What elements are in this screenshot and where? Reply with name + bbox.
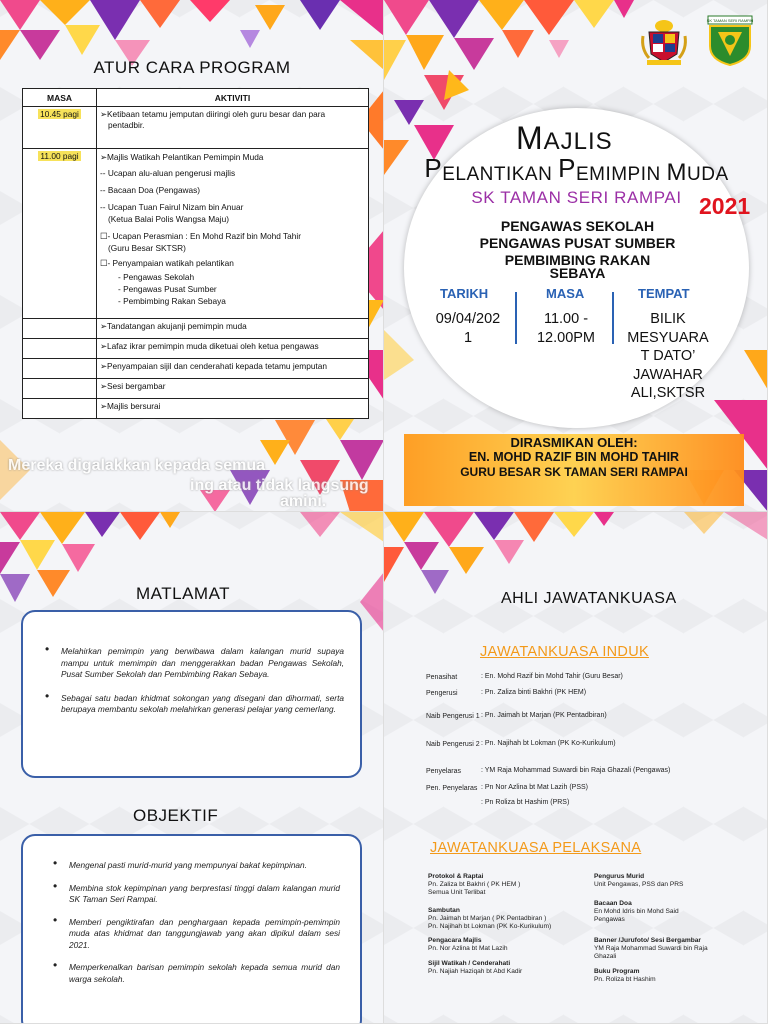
table-row (23, 379, 369, 399)
date-label: TARIKH (440, 286, 489, 301)
induk-title: JAWATANKUASA INDUK (480, 644, 649, 660)
school-shield-logo (704, 14, 756, 66)
activity-line: (Guru Besar SKTSR) (108, 243, 186, 253)
table-row (23, 107, 369, 149)
matlamat-title: MATLAMAT (136, 584, 231, 603)
committee-title: AHLI JAWATANKUASA (501, 590, 677, 607)
activity-line: ➢Ketibaan tetamu jemputan diiringi oleh guru besar dan para (100, 109, 326, 119)
activity-line: - Pengawas Pusat Sumber (118, 284, 217, 294)
divider (515, 292, 517, 344)
program-title: ATUR CARA PROGRAM (93, 58, 291, 77)
objektif-box (21, 834, 362, 1024)
officiated-block (404, 435, 744, 480)
activity-line: ➢Majlis bersurai (100, 401, 161, 411)
activity-line: -- Bacaan Doa (Pengawas) (100, 185, 201, 195)
malaysia-crest-logo (639, 14, 689, 66)
table-row (23, 359, 369, 379)
time-cell: 10.45 pagi (40, 109, 79, 119)
activity-line: -- Ucapan alu-aluan pengerusi majlis (100, 168, 236, 178)
activity-line: -- Ucapan Tuan Fairul Nizam bin Anuar (100, 202, 244, 212)
list-item: • Mengenal pasti murid-murid yang mempunyai bakat kepimpinan. (49, 860, 340, 872)
school-logo-text: SK TAMAN SERI RAMPAI (706, 18, 754, 24)
role-line: SEBAYA (549, 265, 606, 281)
list-item: • Melahirkan pemimpin yang berwibawa dalam kalangan murid supaya mampu untuk memimpin dan menggerakkan badan Pengawas Sekolah, Pusat Sumber Sekolah dan Pembimbing Rakan Sebaya. (41, 646, 344, 681)
list-item: • Membina stok kepimpinan yang berprestasi tinggi dalam kalangan murid SK Taman Seri Rampai. (49, 883, 340, 906)
event-title-majlis: MAJLIS (516, 120, 613, 156)
activity-line: ➢Tandatangan akujanji pemimpin muda (100, 321, 247, 331)
matlamat-box (21, 610, 362, 778)
time-label: MASA (546, 286, 585, 301)
table-row (23, 149, 369, 319)
activity-line: - Pengawas Sekolah (118, 272, 195, 282)
activity-line: ☐- Penyampaian watikah pelantikan (100, 258, 234, 268)
program-table (22, 88, 369, 419)
school-name: SK TAMAN SERI RAMPAI (471, 188, 682, 207)
divider (612, 292, 614, 344)
panel-goals (0, 512, 384, 1024)
committee-block: Protokol & Raptai Pn. Zaliza bt Bakhri ( PK HEM ) Semua Unit Terlibat (428, 873, 521, 896)
activity-line: ➢Majlis Watikah Pelantikan Pemimpin Muda (100, 152, 264, 162)
table-header-row (23, 89, 369, 107)
time-value: 11.00 - 12.00PM (536, 311, 596, 346)
activity-line: pentadbir. (108, 120, 145, 130)
panel-committee: AHLI JAWATANKUASA JAWATANKUASA INDUK Penasihat : En. Mohd Razif bin Mohd Tahir (Guru Besar) Pengerusi : Pn. Zaliza binti Bakhri (PK HEM) Naib Pengerusi 1 : Pn. Jaimah bt Marjan (PK Pentadbiran) Naib Pengerusi 2 : Pn. Najihah bt Lokman (PK Ko-Kurikulum) Penyelaras : YM Raja Mohammad Suwardi bin Raja Ghazali (Pengawas) Pen. Penyelaras : Pn Nor Azlina bt Mat Lazih (PSS) : Pn Roliza bt Hashim (PRS) JAWATANKUASA PELAKSANA Protokol & Raptai Pn. Zaliza bt Bakhri ( PK HEM ) Semua Unit Terlibat Sambutan Pn. Jaimah bt Marjan ( PK Pentadbiran ) Pn. Najihah bt Lokman (PK Ko-Kurikulum) Pengacara Majlis Pn. Nor Azlina bt Mat Lazih Sijil Watikah / Cenderahati Pn. Najiah Haziqah bt Abd Kadir Pengurus Murid Unit Pengawas, PSS dan PRS Bacaan Doa En Mohd Idris bin Mohd Said Pengawas Banner /Jurufoto/ Sesi Bergambar YM Raja Mohammad Suwardi bin Raja Ghazali Buku Program Pn. Roliza bt Hashim (384, 512, 768, 1024)
objektif-title: OBJEKTIF (133, 806, 219, 825)
activity-line: ☐- Ucapan Perasmian : En Mohd Razif bin Mohd Tahir (100, 231, 301, 241)
table-row (23, 319, 369, 339)
table-row (23, 399, 369, 419)
panel-program (0, 0, 384, 512)
activity-line: (Ketua Balai Polis Wangsa Maju) (108, 214, 229, 224)
committee-block: Buku Program Pn. Roliza bt Hashim (594, 968, 656, 983)
activity-line: - Pembimbing Rakan Sebaya (118, 296, 226, 306)
role-line: PENGAWAS PUSAT SUMBER (479, 235, 676, 251)
committee-block: Sambutan Pn. Jaimah bt Marjan ( PK Pentadbiran ) Pn. Najihah bt Lokman (PK Ko-Kurikulum) (428, 907, 552, 930)
list-item: • Sebagai satu badan khidmat sokongan yang disegani dan dihormati, serta berupaya membantu sekolah melahirkan generasi pelajar yang cemerlang. (41, 693, 344, 716)
table-row (23, 339, 369, 359)
role-line: PEMBIMBING RAKAN (504, 252, 651, 268)
activity-line: ➢Penyampaian sijil dan cenderahati kepada tetamu jemputan (100, 361, 327, 371)
event-title-line: PELANTIKAN PEMIMPIN MUDA (424, 153, 729, 186)
header-aktiviti: AKTIVITI (97, 89, 369, 107)
faded-line: ing atau tidak langsung (190, 477, 369, 494)
faded-line: Mereka digalakkan kepada semua (8, 457, 266, 474)
list-item: • Memberi pengiktirafan dan penghargaan kepada pemimpin-pemimpin muda atas khidmat dan tanggungjawab yang akan dipikul dalam sesi 2021. (49, 917, 340, 952)
date-value: 09/04/202 1 (435, 311, 501, 346)
faded-line: amini. (280, 493, 327, 510)
committee-block: Pengurus Murid Unit Pengawas, PSS dan PRS (594, 873, 684, 888)
pelaksana-title: JAWATANKUASA PELAKSANA (430, 840, 642, 856)
committee-block: Pengacara Majlis Pn. Nor Azlina bt Mat Lazih (428, 937, 508, 952)
committee-block: Banner /Jurufoto/ Sesi Bergambar YM Raja Mohammad Suwardi bin Raja Ghazali (594, 937, 708, 960)
year-label: 2021 (699, 193, 751, 219)
place-value: BILIK MESYUARA T DATO’ JAWAHAR ALI,SKTSR (627, 311, 709, 401)
committee-block: Sijil Watikah / Cenderahati Pn. Najiah Haziqah bt Abd Kadir (428, 960, 523, 975)
list-item: • Memperkenalkan barisan pemimpin sekolah kepada semua murid dan warga sekolah. (49, 962, 340, 985)
activity-line: ➢Sesi bergambar (100, 381, 166, 391)
header-masa: MASA (23, 89, 97, 107)
time-cell: 11.00 pagi (40, 151, 79, 161)
officiated-label: DIRASMIKAN OLEH: (510, 435, 638, 450)
place-label: TEMPAT (638, 286, 690, 301)
role-line: PENGAWAS SEKOLAH (500, 218, 655, 234)
committee-block: Bacaan Doa En Mohd Idris bin Mohd Said Pengawas (594, 900, 679, 923)
activity-line: ➢Lafaz ikrar pemimpin muda diketuai oleh ketua pengawas (100, 341, 319, 351)
officiated-name: EN. MOHD RAZIF BIN MOHD TAHIR (468, 450, 680, 464)
roles-list (420, 218, 735, 282)
officiated-title: GURU BESAR SK TAMAN SERI RAMPAI (460, 465, 688, 479)
faded-overlay-text (0, 456, 384, 512)
